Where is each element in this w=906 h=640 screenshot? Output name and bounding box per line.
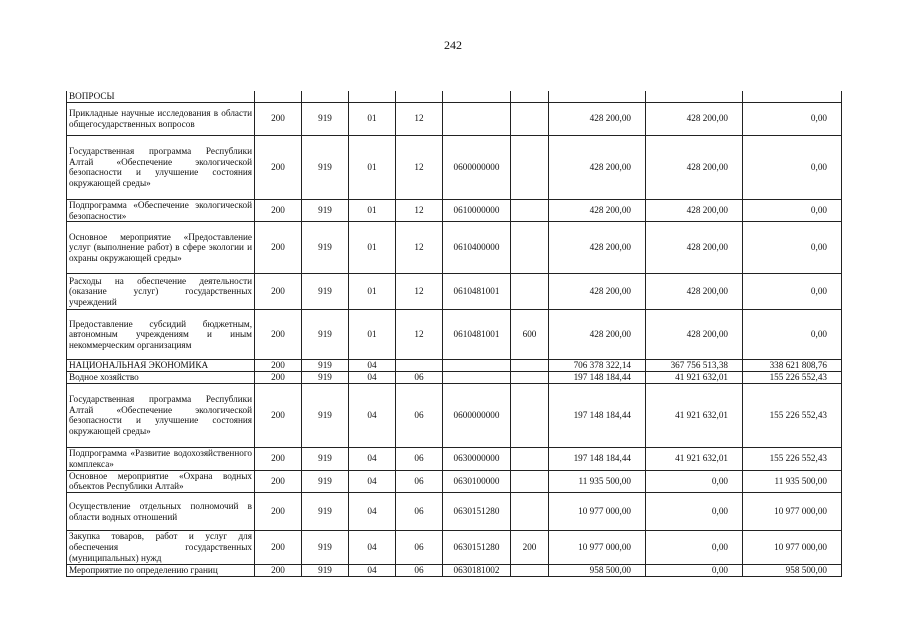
- section-code-cell: 04: [349, 493, 396, 531]
- amount-regional-cell: 0,00: [743, 274, 842, 310]
- section-code-cell: 04: [349, 565, 396, 577]
- table-row: [67, 199, 842, 222]
- row-name-cell: Прикладные научные исследования в области общегосударственных вопросов: [67, 102, 255, 135]
- expense-type-cell: [511, 274, 549, 310]
- amount-federal-cell: [646, 91, 743, 102]
- amount-total-cell: 428 200,00: [549, 135, 646, 199]
- amount-regional-cell: 0,00: [743, 222, 842, 274]
- amount-total-cell: 197 148 184,44: [549, 372, 646, 384]
- amount-regional-cell: 155 226 552,43: [743, 383, 842, 447]
- amount-total-cell: 197 148 184,44: [549, 447, 646, 470]
- table-row: [67, 102, 842, 135]
- expense-type-cell: [511, 199, 549, 222]
- amount-total-cell: 428 200,00: [549, 310, 646, 360]
- admin-code-cell: 200: [255, 493, 302, 531]
- table-row: [67, 310, 842, 360]
- amount-regional-cell: 0,00: [743, 199, 842, 222]
- target-article-cell: [443, 372, 511, 384]
- subsection-code-cell: 06: [396, 447, 443, 470]
- row-name-cell: Государственная программа Республики Алтай «Обеспечение экологической безопасности и улучшение состояния окружающей среды»: [67, 383, 255, 447]
- amount-federal-cell: 41 921 632,01: [646, 447, 743, 470]
- admin-code-cell: 200: [255, 310, 302, 360]
- row-name-cell: НАЦИОНАЛЬНАЯ ЭКОНОМИКА: [67, 360, 255, 372]
- expense-type-cell: [511, 360, 549, 372]
- amount-federal-cell: 0,00: [646, 493, 743, 531]
- grbs-code-cell: 919: [302, 493, 349, 531]
- amount-federal-cell: 41 921 632,01: [646, 372, 743, 384]
- amount-total-cell: 706 378 322,14: [549, 360, 646, 372]
- admin-code-cell: 200: [255, 102, 302, 135]
- grbs-code-cell: 919: [302, 383, 349, 447]
- grbs-code-cell: 919: [302, 199, 349, 222]
- target-article-cell: 0610000000: [443, 199, 511, 222]
- grbs-code-cell: 919: [302, 310, 349, 360]
- subsection-code-cell: 12: [396, 222, 443, 274]
- row-name-cell: Расходы на обеспечение деятельности (оказание услуг) государственных учреждений: [67, 274, 255, 310]
- admin-code-cell: 200: [255, 565, 302, 577]
- section-code-cell: 04: [349, 383, 396, 447]
- target-article-cell: 0630000000: [443, 447, 511, 470]
- section-code-cell: 01: [349, 199, 396, 222]
- row-name-cell: ВОПРОСЫ: [67, 91, 255, 102]
- expense-type-cell: [511, 383, 549, 447]
- amount-total-cell: 428 200,00: [549, 274, 646, 310]
- admin-code-cell: 200: [255, 360, 302, 372]
- admin-code-cell: 200: [255, 372, 302, 384]
- subsection-code-cell: 12: [396, 135, 443, 199]
- subsection-code-cell: 12: [396, 274, 443, 310]
- section-code-cell: 01: [349, 310, 396, 360]
- expense-type-cell: [511, 222, 549, 274]
- grbs-code-cell: 919: [302, 360, 349, 372]
- subsection-code-cell: 12: [396, 102, 443, 135]
- subsection-code-cell: [396, 91, 443, 102]
- amount-regional-cell: 338 621 808,76: [743, 360, 842, 372]
- amount-federal-cell: 0,00: [646, 565, 743, 577]
- section-code-cell: 01: [349, 102, 396, 135]
- table-row: [67, 372, 842, 384]
- table-row: [67, 565, 842, 577]
- subsection-code-cell: 12: [396, 199, 443, 222]
- grbs-code-cell: 919: [302, 274, 349, 310]
- row-name-cell: Государственная программа Республики Алтай «Обеспечение экологической безопасности и улучшение состояния окружающей среды»: [67, 135, 255, 199]
- amount-regional-cell: [743, 91, 842, 102]
- target-article-cell: 0630151280: [443, 531, 511, 565]
- amount-total-cell: 10 977 000,00: [549, 493, 646, 531]
- row-name-cell: Подпрограмма «Развитие водохозяйственного комплекса»: [67, 447, 255, 470]
- target-article-cell: 0630181002: [443, 565, 511, 577]
- subsection-code-cell: 06: [396, 383, 443, 447]
- grbs-code-cell: 919: [302, 447, 349, 470]
- expense-type-cell: 600: [511, 310, 549, 360]
- grbs-code-cell: 919: [302, 102, 349, 135]
- target-article-cell: 0630100000: [443, 470, 511, 493]
- amount-federal-cell: 428 200,00: [646, 274, 743, 310]
- grbs-code-cell: 919: [302, 222, 349, 274]
- grbs-code-cell: 919: [302, 531, 349, 565]
- amount-total-cell: 958 500,00: [549, 565, 646, 577]
- target-article-cell: 0600000000: [443, 383, 511, 447]
- table-row: [67, 135, 842, 199]
- amount-federal-cell: 428 200,00: [646, 135, 743, 199]
- table-row: [67, 531, 842, 565]
- row-name-cell: Мероприятие по определению границ: [67, 565, 255, 577]
- amount-federal-cell: 367 756 513,38: [646, 360, 743, 372]
- table-row: [67, 383, 842, 447]
- expense-type-cell: [511, 565, 549, 577]
- section-code-cell: 04: [349, 531, 396, 565]
- expense-type-cell: 200: [511, 531, 549, 565]
- section-code-cell: 01: [349, 274, 396, 310]
- amount-total-cell: 10 977 000,00: [549, 531, 646, 565]
- admin-code-cell: 200: [255, 447, 302, 470]
- amount-regional-cell: 0,00: [743, 135, 842, 199]
- table-row: [67, 493, 842, 531]
- subsection-code-cell: 06: [396, 493, 443, 531]
- expense-type-cell: [511, 470, 549, 493]
- amount-federal-cell: 428 200,00: [646, 310, 743, 360]
- section-code-cell: 01: [349, 135, 396, 199]
- amount-total-cell: 428 200,00: [549, 102, 646, 135]
- target-article-cell: 0630151280: [443, 493, 511, 531]
- target-article-cell: [443, 102, 511, 135]
- subsection-code-cell: 06: [396, 372, 443, 384]
- amount-federal-cell: 0,00: [646, 531, 743, 565]
- grbs-code-cell: 919: [302, 565, 349, 577]
- table-row: [67, 91, 842, 102]
- target-article-cell: 0610481001: [443, 310, 511, 360]
- subsection-code-cell: [396, 360, 443, 372]
- amount-total-cell: 428 200,00: [549, 199, 646, 222]
- row-name-cell: Закупка товаров, работ и услуг для обеспечения государственных (муниципальных) нужд: [67, 531, 255, 565]
- subsection-code-cell: 06: [396, 565, 443, 577]
- table-row: [67, 360, 842, 372]
- expense-type-cell: [511, 102, 549, 135]
- expense-type-cell: [511, 493, 549, 531]
- expense-type-cell: [511, 447, 549, 470]
- row-name-cell: Водное хозяйство: [67, 372, 255, 384]
- row-name-cell: Подпрограмма «Обеспечение экологической безопасности»: [67, 199, 255, 222]
- admin-code-cell: 200: [255, 470, 302, 493]
- row-name-cell: Основное мероприятие «Предоставление услуг (выполнение работ) в сфере экологии и охраны окружающей среды»: [67, 222, 255, 274]
- grbs-code-cell: 919: [302, 372, 349, 384]
- admin-code-cell: [255, 91, 302, 102]
- admin-code-cell: 200: [255, 222, 302, 274]
- amount-federal-cell: 428 200,00: [646, 102, 743, 135]
- amount-federal-cell: 0,00: [646, 470, 743, 493]
- table-row: [67, 274, 842, 310]
- page-number: 242: [444, 38, 462, 52]
- target-article-cell: 0610481001: [443, 274, 511, 310]
- admin-code-cell: 200: [255, 383, 302, 447]
- section-code-cell: 04: [349, 372, 396, 384]
- amount-federal-cell: 428 200,00: [646, 222, 743, 274]
- table-row: [67, 447, 842, 470]
- row-name-cell: Предоставление субсидий бюджетным, автономным учреждениям и иным некоммерческим организациям: [67, 310, 255, 360]
- target-article-cell: [443, 91, 511, 102]
- table-row: [67, 222, 842, 274]
- target-article-cell: 0600000000: [443, 135, 511, 199]
- amount-total-cell: 11 935 500,00: [549, 470, 646, 493]
- budget-table: [66, 91, 842, 577]
- admin-code-cell: 200: [255, 199, 302, 222]
- amount-federal-cell: 41 921 632,01: [646, 383, 743, 447]
- row-name-cell: Основное мероприятие «Охрана водных объектов Республики Алтай»: [67, 470, 255, 493]
- target-article-cell: 0610400000: [443, 222, 511, 274]
- amount-regional-cell: 10 977 000,00: [743, 531, 842, 565]
- subsection-code-cell: 06: [396, 531, 443, 565]
- amount-total-cell: [549, 91, 646, 102]
- amount-regional-cell: 11 935 500,00: [743, 470, 842, 493]
- target-article-cell: [443, 360, 511, 372]
- grbs-code-cell: 919: [302, 135, 349, 199]
- grbs-code-cell: [302, 91, 349, 102]
- expense-type-cell: [511, 372, 549, 384]
- amount-regional-cell: 0,00: [743, 310, 842, 360]
- grbs-code-cell: 919: [302, 470, 349, 493]
- amount-total-cell: 428 200,00: [549, 222, 646, 274]
- amount-regional-cell: 958 500,00: [743, 565, 842, 577]
- expense-type-cell: [511, 91, 549, 102]
- subsection-code-cell: 06: [396, 470, 443, 493]
- section-code-cell: 04: [349, 447, 396, 470]
- admin-code-cell: 200: [255, 135, 302, 199]
- section-code-cell: 04: [349, 360, 396, 372]
- amount-regional-cell: 10 977 000,00: [743, 493, 842, 531]
- amount-total-cell: 197 148 184,44: [549, 383, 646, 447]
- amount-regional-cell: 155 226 552,43: [743, 372, 842, 384]
- section-code-cell: 01: [349, 222, 396, 274]
- amount-regional-cell: 0,00: [743, 102, 842, 135]
- amount-regional-cell: 155 226 552,43: [743, 447, 842, 470]
- row-name-cell: Осуществление отдельных полномочий в области водных отношений: [67, 493, 255, 531]
- expense-type-cell: [511, 135, 549, 199]
- admin-code-cell: 200: [255, 274, 302, 310]
- admin-code-cell: 200: [255, 531, 302, 565]
- table-row: [67, 470, 842, 493]
- section-code-cell: [349, 91, 396, 102]
- section-code-cell: 04: [349, 470, 396, 493]
- amount-federal-cell: 428 200,00: [646, 199, 743, 222]
- subsection-code-cell: 12: [396, 310, 443, 360]
